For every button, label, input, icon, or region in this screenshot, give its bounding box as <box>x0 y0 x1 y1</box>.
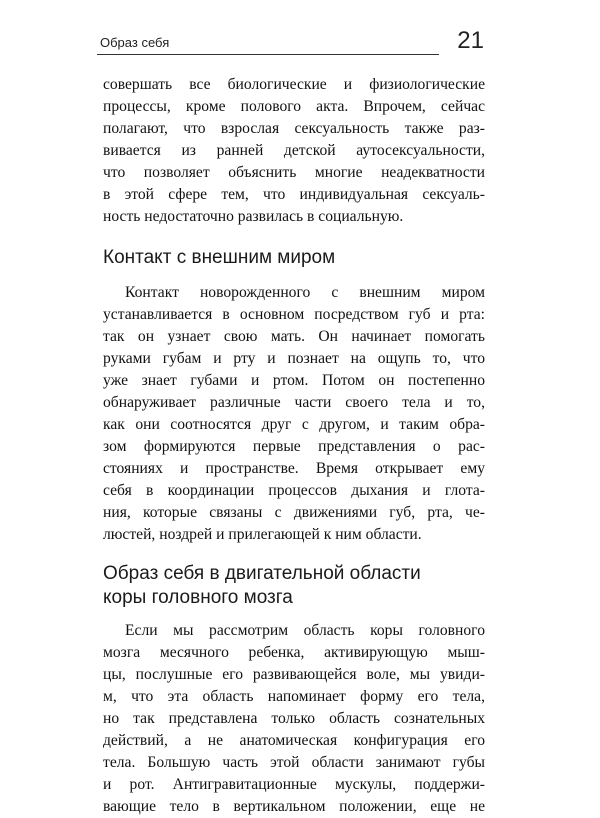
text-line: тела. Большую часть этой области занимают губы <box>103 754 485 771</box>
text-line: действий, а не анатомическая конфигурация его <box>103 732 485 749</box>
text-line: себя в координации процессов дыхания и глота- <box>103 482 485 499</box>
text-line: м, что эта область напоминает форму его тела, <box>103 688 485 705</box>
text-line: устанавливается в основном посредством губ и рта: <box>103 306 485 323</box>
section-heading-contact <box>103 246 485 270</box>
text-line: уже знает губами и ртом. Потом он постепенно <box>103 372 485 389</box>
text-line: полагают, что взрослая сексуальность также раз- <box>103 120 485 137</box>
contact-paragraph <box>103 282 485 546</box>
text-line: вающие тело в вертикальном положении, еще не <box>103 798 485 815</box>
section-heading-self-image <box>103 562 485 610</box>
text-line: Контакт новорожденного с внешним миром <box>125 284 485 301</box>
text-line: в этой сфере тем, что индивидуальная сексуаль- <box>103 186 485 203</box>
text-line: и рот. Антигравитационные мускулы, поддержи- <box>103 776 485 793</box>
text-line: цы, послушные его развивающейся воле, мы увиди- <box>103 666 485 683</box>
text-line: ния, которые связаны с движениями губ, рта, че- <box>103 504 485 521</box>
text-line: так он узнает свою мать. Он начинает помогать <box>103 328 485 345</box>
text-line: вивается из ранней детской аутосексуальности, <box>103 142 485 159</box>
text-line: стояниях и пространстве. Время открывает ему <box>103 460 485 477</box>
running-title: Образ себя <box>100 35 170 50</box>
text-line: Если мы рассмотрим область коры головного <box>125 622 485 639</box>
text-line: что позволяет объяснить многие неадекватности <box>103 164 485 181</box>
page-number: 21 <box>457 27 484 54</box>
text-line: зом формируются первые представления о рас- <box>103 438 485 455</box>
text-line: люстей, ноздрей и прилегающей к ним области. <box>103 526 422 543</box>
text-line: процессы, кроме полового акта. Впрочем, сейчас <box>103 98 485 115</box>
page-body <box>103 74 485 818</box>
heading-line: Образ себя в двигательной области <box>103 563 421 584</box>
header-rule <box>97 54 439 55</box>
text-line: совершать все биологические и физиологические <box>103 76 485 93</box>
text-line: мозга месячного ребенка, активирующую мыш- <box>103 644 485 661</box>
running-header <box>97 27 492 56</box>
text-line: как они соотносятся друг с другом, и таким обра- <box>103 416 485 433</box>
intro-paragraph <box>103 74 485 228</box>
heading-line: коры головного мозга <box>103 587 293 608</box>
text-line: обнаруживает различные части своего тела и то, <box>103 394 485 411</box>
self-image-paragraph <box>103 620 485 818</box>
heading-line: Контакт с внешним миром <box>103 247 336 268</box>
text-line: ность недостаточно развилась в социальную. <box>103 208 404 225</box>
text-line: но так представлена только область сознательных <box>103 710 485 727</box>
text-line: руками губам и рту и познает на ощупь то, что <box>103 350 485 367</box>
